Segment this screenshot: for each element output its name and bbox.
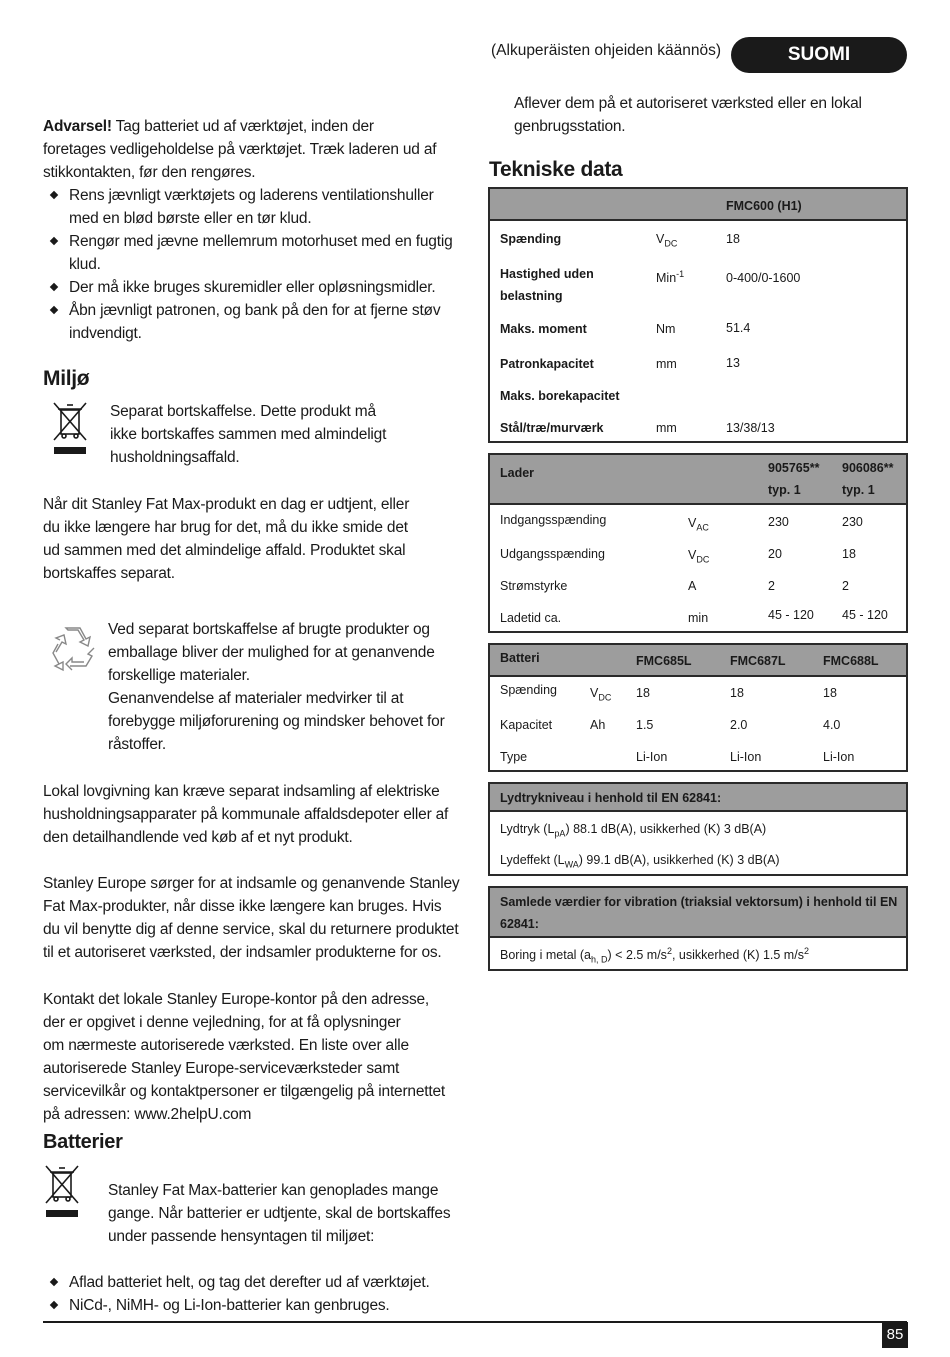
crossed-bin-icon <box>50 400 90 456</box>
row-label: Spænding <box>500 232 562 246</box>
recycle-icon <box>50 624 98 672</box>
table-header <box>490 784 906 812</box>
list-item: Åbn jævnligt patronen, og bank på den for at fjerne støv indvendigt. <box>43 299 473 345</box>
warning-text: stikkontakten, før den rengøres. <box>43 164 256 181</box>
paragraph: Stanley Europe sørger for at indsamle og genanvende Stanley Fat Max-produkter, når disse ikke længere kan bruges. Hvis du vil benytte dig af denne service, skal du returnere produktet til et autoriseret værksted, der indsamler produkterne for os. <box>43 875 460 961</box>
table-title: Batteri <box>500 651 540 665</box>
value-cell: Li-Ion <box>636 750 668 764</box>
warning-block <box>43 115 473 345</box>
section-heading-miljo: Miljø <box>43 367 90 390</box>
column-header: typ. 1 <box>842 483 875 497</box>
battery-text: Stanley Fat Max-batterier kan genoplades mange gange. Når batterier er udtjente, skal de bortskaffes under passende hensyntagen til miljøet: <box>108 1182 451 1245</box>
paragraph: Når dit Stanley Fat Max-produkt en dag er udtjent, eller du ikke længere har brug for det, må du ikke smide det ud sammen med det almindelige affald. Produktet skal bortskaffes separat. <box>43 496 410 582</box>
list-item: Der må ikke bruges skuremidler eller opløsningsmidler. <box>43 276 473 299</box>
unit-cell: Min$^{-1}$ <box>656 269 685 286</box>
row-label: Ladetid ca. <box>500 611 562 625</box>
table-title: Lader <box>500 466 535 480</box>
spec-table-charger <box>488 453 908 633</box>
battery-list <box>43 1271 483 1317</box>
value-cell: 2 <box>842 579 849 593</box>
unit-cell: min <box>688 611 709 625</box>
unit-cell: Nm <box>656 322 676 336</box>
unit-cell: mm <box>656 421 677 435</box>
bullet-icon <box>50 237 58 245</box>
sound-table <box>488 782 908 876</box>
column-header: FMC600 (H1) <box>726 199 802 213</box>
value-cell: Li-Ion <box>730 750 762 764</box>
bullet-icon <box>50 1301 58 1309</box>
table-title: Samlede værdier for vibration (triaksial vektorsum) i henhold til EN <box>500 895 898 909</box>
spec-table-battery <box>488 643 908 772</box>
bullet-icon <box>50 1278 58 1286</box>
sound-power-row: Lydeffekt $(L_{WA})$ 99.1 dB(A), usikkerhed (K) 3 dB(A) <box>500 853 780 870</box>
value-cell: 18 <box>730 686 744 700</box>
maintenance-list <box>43 184 473 345</box>
section-heading-batterier: Batterier <box>43 1131 123 1153</box>
table-header <box>490 645 906 677</box>
language-badge: SUOMI <box>731 37 907 73</box>
value-cell: 18 <box>726 232 740 246</box>
bullet-icon <box>50 306 58 314</box>
value-cell: 1.5 <box>636 718 654 732</box>
row-label: Patronkapacitet <box>500 357 594 371</box>
list-item: Rengør med jævne mellemrum motorhuset med en fugtig klud. <box>43 230 473 276</box>
recycle-text: Ved separat bortskaffelse af brugte produkter og emballage bliver der mulighed for at genanvende forskellige materialer. Genanvendelse af materialer medvirker til at forebygge miljøforurening og mindsker behovet for råstoffer. <box>108 621 445 753</box>
translation-note: (Alkuperäisten ohjeiden käännös) <box>491 42 722 59</box>
value-cell: 0-400/0-1600 <box>726 271 801 285</box>
value-cell: 2.0 <box>730 718 748 732</box>
weee-text: Separat bortskaffelse. Dette produkt må ikke bortskaffes sammen med almindeligt husholdningsaffald. <box>110 403 387 466</box>
value-cell: 18 <box>823 686 837 700</box>
intro-text: Aflever dem på et autoriseret værksted eller en lokal genbrugsstation. <box>514 95 862 135</box>
bullet-icon <box>50 191 58 199</box>
column-header: 906086** <box>842 461 894 475</box>
row-label: Kapacitet <box>500 718 553 732</box>
row-label: Indgangsspænding <box>500 513 607 527</box>
value-cell: 51.4 <box>726 321 751 335</box>
row-label: belastning <box>500 289 563 303</box>
value-cell: 18 <box>636 686 650 700</box>
crossed-bin-icon <box>42 1163 82 1219</box>
warning-text: Tag batteriet ud af værktøjet, inden der <box>111 118 374 135</box>
value-cell: 230 <box>842 515 863 529</box>
bullet-icon <box>50 283 58 291</box>
unit-cell: $V_{AC}$ <box>688 516 709 533</box>
table-title: 62841: <box>500 917 539 931</box>
value-cell: 45 - 120 <box>768 608 814 622</box>
list-item: Aflad batteriet helt, og tag det derefter ud af værktøjet. <box>43 1271 483 1294</box>
unit-cell: $V_{DC}$ <box>590 686 612 703</box>
row-label: Spænding <box>500 683 557 697</box>
page-number: 85 <box>882 1322 908 1348</box>
value-cell: 230 <box>768 515 789 529</box>
vibration-table <box>488 886 908 971</box>
value-cell: 13/38/13 <box>726 421 775 435</box>
paragraph: Lokal lovgivning kan kræve separat indsamling af elektriske husholdningsapparater på kommunale affaldsdepoter eller af den detailhandlende ved køb af et nyt produkt. <box>43 783 449 846</box>
unit-cell: $V_{DC}$ <box>688 548 710 565</box>
row-label: Maks. borekapacitet <box>500 389 620 403</box>
unit-cell: mm <box>656 357 677 371</box>
column-header: FMC685L <box>636 654 692 668</box>
paragraph: Kontakt det lokale Stanley Europe-kontor på den adresse, der er opgivet i denne vejledning, for at få oplysninger om nærmeste autoriserede værksted. En liste over alle autoriserede Stanley Europe-serviceværksteder samt servicevilkår og kontaktpersoner er tilgængelig på internettet på adressen: www.2helpU.com <box>43 991 446 1123</box>
vibration-row: Boring i metal $(a_{h, D}) < 2.5$ $m/s^2$, usikkerhed (K) 1.5 $m/s^2$ <box>500 946 809 965</box>
table-header <box>490 888 906 938</box>
value-cell: 2 <box>768 579 775 593</box>
sound-pressure-row: Lydtryk $(L_{pA})$ 88.1 dB(A), usikkerhed (K) 3 dB(A) <box>500 822 767 839</box>
warning-label: Advarsel! <box>43 118 112 135</box>
row-label: Type <box>500 750 528 764</box>
row-label: Udgangsspænding <box>500 547 605 561</box>
list-item: NiCd-, NiMH- og Li-Ion-batterier kan genbruges. <box>43 1294 483 1317</box>
column-header: FMC687L <box>730 654 786 668</box>
row-label: Hastighed uden <box>500 267 594 281</box>
value-cell: 45 - 120 <box>842 608 888 622</box>
table-title: Lydtrykniveau i henhold til EN 62841: <box>500 791 722 805</box>
warning-text: foretages vedligeholdelse på værktøjet. Træk laderen ud af <box>43 141 437 158</box>
row-label: Stål/træ/murværk <box>500 421 604 435</box>
row-label: Maks. moment <box>500 322 587 336</box>
value-cell: 20 <box>768 547 782 561</box>
unit-cell: $V_{DC}$ <box>656 232 678 249</box>
value-cell: 13 <box>726 356 740 370</box>
unit-cell: Ah <box>590 718 606 732</box>
column-header: 905765** <box>768 461 820 475</box>
table-header <box>490 189 906 221</box>
table-header <box>490 455 906 505</box>
value-cell: 4.0 <box>823 718 841 732</box>
footer-rule <box>43 1321 907 1323</box>
spec-table-tool <box>488 187 908 443</box>
column-header: FMC688L <box>823 654 879 668</box>
row-label: Strømstyrke <box>500 579 568 593</box>
section-heading-tekniske-data: Tekniske data <box>489 158 623 181</box>
value-cell: Li-Ion <box>823 750 855 764</box>
list-item: Rens jævnligt værktøjets og laderens ventilationshuller med en blød børste eller en tør klud. <box>43 184 473 230</box>
unit-cell: A <box>688 579 697 593</box>
column-header: typ. 1 <box>768 483 801 497</box>
value-cell: 18 <box>842 547 856 561</box>
